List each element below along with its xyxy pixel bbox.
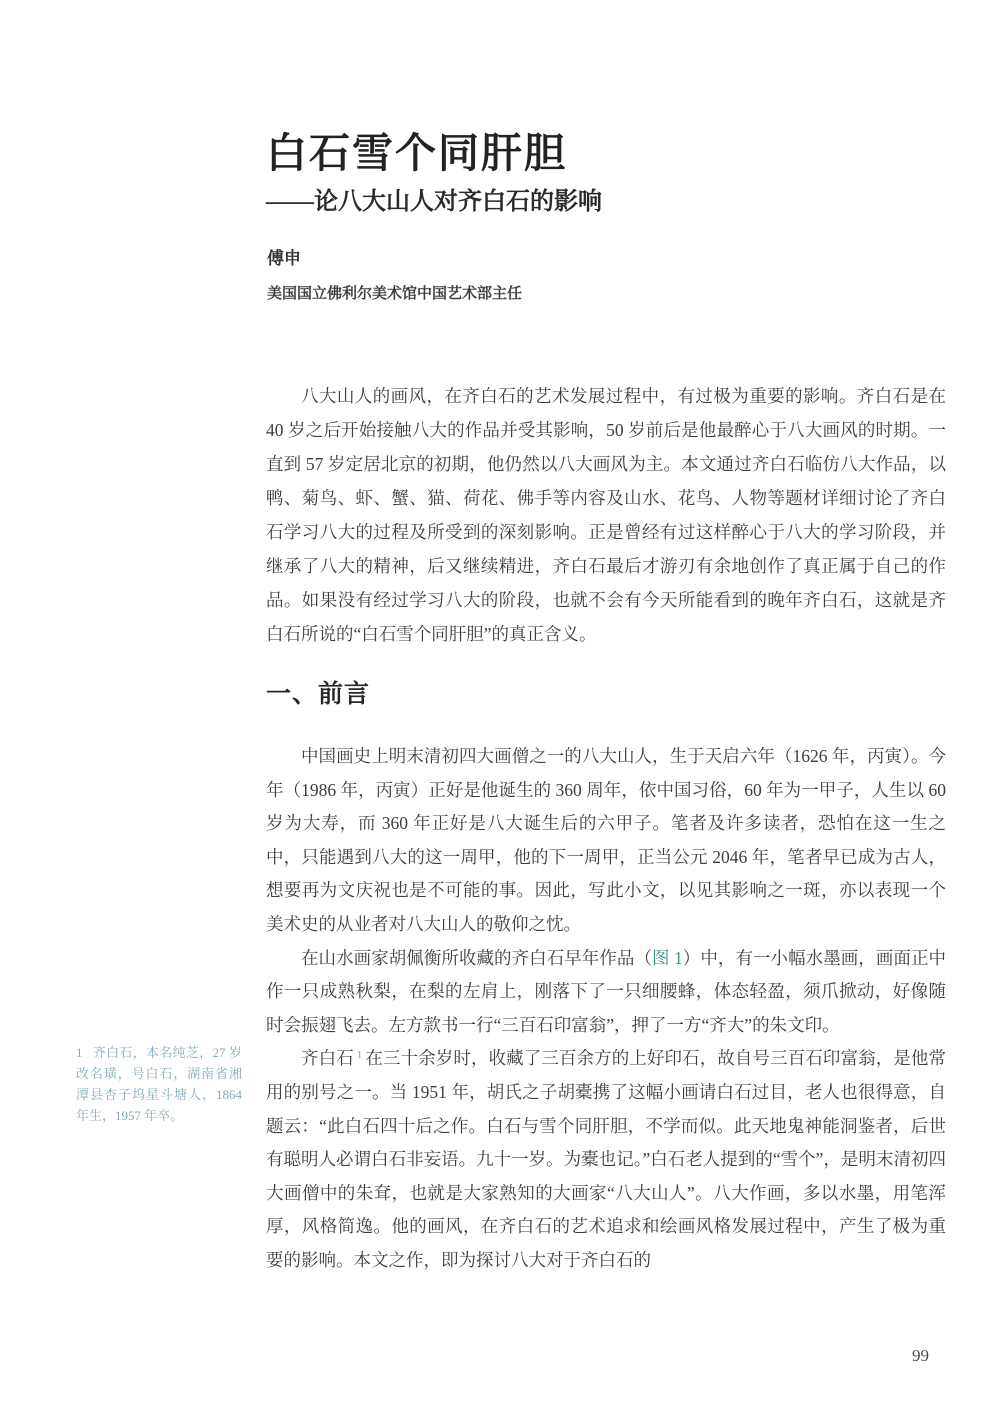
footnote-sidenote-marker: 1 (76, 1045, 83, 1060)
paragraph-1-text: 中国画史上明末清初四大画僧之一的八大山人，生于天启六年（1626 年，丙寅）。今年（1986 年，丙寅）正好是他诞生的 360 周年，依中国习俗，60 年为一甲子，人生以 60 岁为大寿，而 360 年正好是八大诞生后的六甲子。笔者及许多读者，恐怕在这一生之中，只能遇到八大的这一周甲，他的下一周甲，正当公元 2046 年，笔者早已成为古人，想要再为文庆祝也是不可能的事。因此，写此小文，以见其影响之一斑，亦以表现一个美术史的从业者对八大山人的敬仰之忱。 (266, 746, 946, 934)
page-number: 99 (912, 1346, 929, 1365)
footnote-sidenote-text: 齐白石，本名纯芝，27 岁改名璜，号白石，湖南省湘潭县杏子坞星斗塘人，1864 年生，1957 年卒。 (76, 1045, 242, 1123)
figure-1-reference-link[interactable]: 图 1 (652, 947, 683, 968)
abstract-paragraph: 八大山人的画风，在齐白石的艺术发展过程中，有过极为重要的影响。齐白石是在 40 岁之后开始接触八大的作品并受其影响，50 岁前后是他最醉心于八大画风的时期。一直到 57 岁定居北京的初期，他仍然以八大画风为主。本文通过齐白石临仿八大作品，以鸭、菊鸟、虾、蟹、猫、荷花、佛手等内容及山水、花鸟、人物等题材详细讨论了齐白石学习八大的过程及所受到的深刻影响。正是曾经有过这样醉心于八大的学习阶段，并继承了八大的精神，后又继续精进，齐白石最后才游刃有余地创作了真正属于自己的作品。如果没有经过学习八大的阶段，也就不会有今天所能看到的晚年齐白石，这就是齐白石所说的“白石雪个同肝胆”的真正含义。 (266, 386, 946, 644)
paragraph-3-text-after: 在三十余岁时，收藏了三百余方的上好印石，故自号三百石印富翁，是他常用的别号之一。当 1951 年，胡氏之子胡橐携了这幅小画请白石过目，老人也很得意，自题云：“此白石四十后之作。白石与雪个同肝胆，不学而似。此天地鬼神能洞鉴者，后世有聪明人必谓白石非妄语。九十一岁。为橐也记。”白石老人提到的“雪个”，是明末清初四大画僧中的朱耷，也就是大家熟知的大画家“八大山人”。八大作画，多以水墨，用笔浑厚，风格简逸。他的画风，在齐白石的艺术追求和绘画风格发展过程中，产生了极为重要的影响。本文之作，即为探讨八大对于齐白石的 (266, 1048, 947, 1270)
paragraph-1 (266, 740, 946, 942)
paragraph-2 (266, 942, 946, 1043)
paragraph-3: 齐白石 $^1$ 在三十余岁时，收藏了三百余方的上好印石，故自号三百石印富翁，是他常用的别号之一。当 1951 年，胡氏之子胡橐携了这幅小画请白石过目，老人也很得意，自题云：“此白石四十后之作。白石与雪个同肝胆，不学而似。此天地鬼神能洞鉴者，后世有聪明人必谓白石非妄语。九十一岁。为橐也记。”白石老人提到的“雪个”，是明末清初四大画僧中的朱耷，也就是大家熟知的大画家“八大山人”。八大作画，多以水墨，用笔浑厚，风格简逸。他的画风，在齐白石的艺术追求和绘画风格发展过程中，产生了极为重要的影响。本文之作，即为探讨八大对于齐白石的 (266, 1048, 947, 1270)
preface-body (266, 740, 946, 1278)
paragraph-2-text-before: 在山水画家胡佩衡所收藏的齐白石早年作品（ (301, 947, 653, 968)
author-affiliation: 美国国立佛利尔美术馆中国艺术部主任 (267, 286, 523, 302)
section-heading-preface: 一、前言 (266, 681, 371, 708)
author-name: 傅申 (267, 249, 301, 268)
footnote-sidenote (76, 1042, 242, 1126)
article-title: 白石雪个同肝胆 (266, 130, 567, 176)
paragraph-2-text-after: ）中，有一小幅水墨画，画面正中作一只成熟秋梨，在梨的左肩上，刚落下了一只细腰蜂，体态轻盈，须爪掀动，好像随时会振翅飞去。左方款书一行“三百石印富翁”，押了一方“齐大”的朱文印。 (266, 947, 947, 1035)
paragraph-3-text-before: 齐白石 (301, 1048, 354, 1069)
article-subtitle: ——论八大山人对齐白石的影响 (266, 189, 602, 215)
